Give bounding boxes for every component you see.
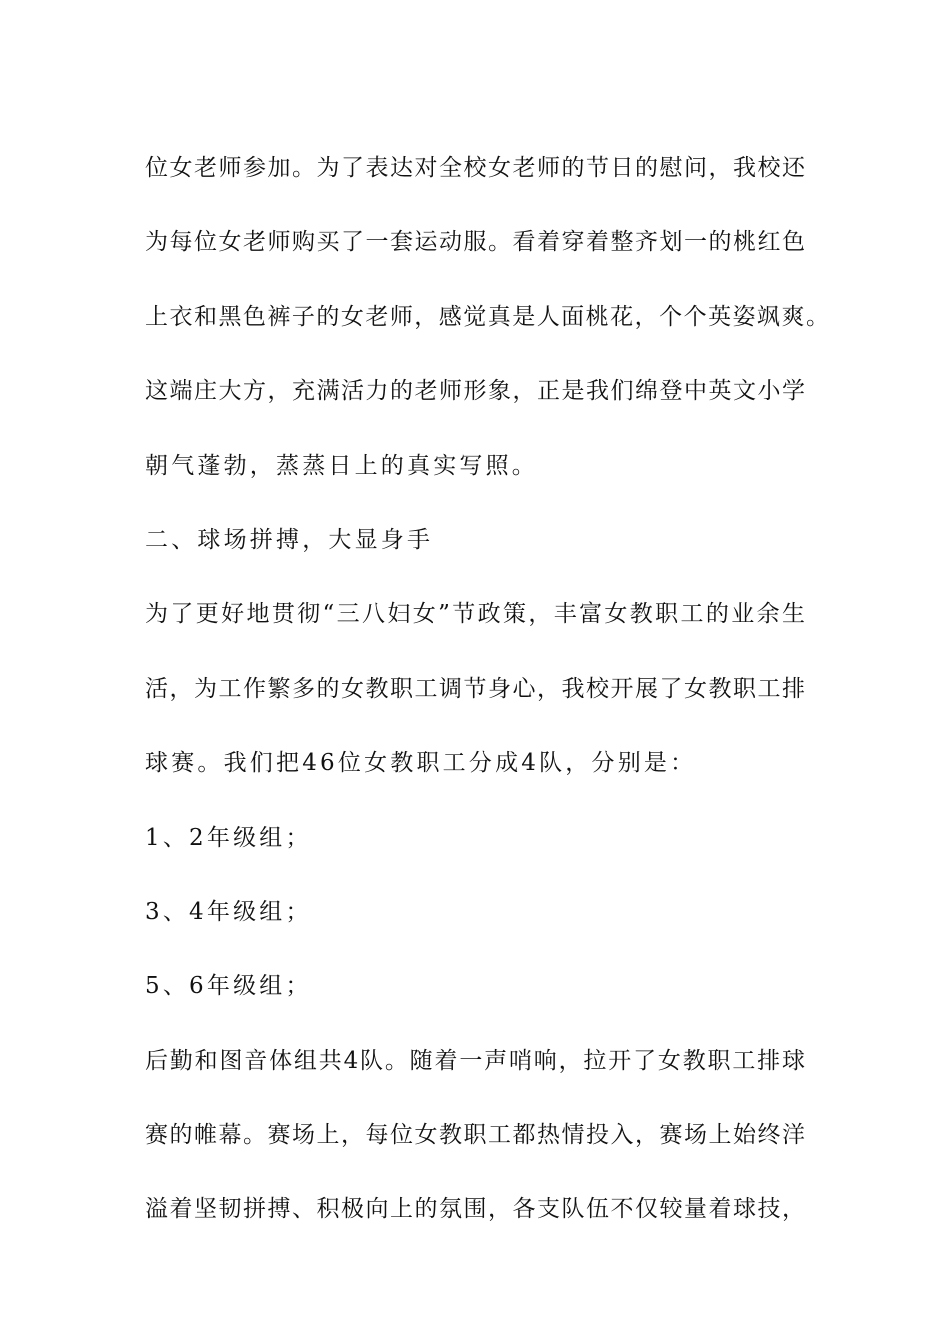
paragraph-line: 位女老师参加。为了表达对全校女老师的节日的慰问，我校还 xyxy=(145,155,805,181)
document-body xyxy=(145,131,845,1247)
section-heading: 二、球场拼搏，大显身手 xyxy=(145,526,434,553)
paragraph-line: 溢着坚韧拼搏、积极向上的氛围，各支队伍不仅较量着球技， xyxy=(145,1196,805,1223)
list-item: 3、4年级组； xyxy=(145,898,312,925)
paragraph-line: 朝气蓬勃，蒸蒸日上的真实写照。 xyxy=(145,452,538,479)
paragraph-line: 上衣和黑色裤子的女老师，感觉真是人面桃花，个个英姿飒爽。 xyxy=(145,303,829,330)
paragraph-line: 赛的帷幕。赛场上，每位女教职工都热情投入，赛场上始终洋 xyxy=(145,1122,805,1149)
list-item: 1、2年级组； xyxy=(145,824,312,851)
paragraph-line: 为每位女老师购买了一套运动服。看着穿着整齐划一的桃红色 xyxy=(145,229,805,256)
paragraph-line: 后勤和图音体组共4队。随着一声哨响，拉开了女教职工排球 xyxy=(145,1047,805,1074)
paragraph-line: 球赛。我们把46位女教职工分成4队，分别是： xyxy=(145,750,697,777)
paragraph-line: 活，为工作繁多的女教职工调节身心，我校开展了女教职工排 xyxy=(145,675,805,702)
paragraph-line: 这端庄大方，充满活力的老师形象，正是我们绵登中英文小学 xyxy=(145,378,805,405)
paragraph-line: 为了更好地贯彻“三八妇女”节政策，丰富女教职工的业余生 xyxy=(145,601,805,628)
list-item: 5、6年级组； xyxy=(145,973,312,1000)
